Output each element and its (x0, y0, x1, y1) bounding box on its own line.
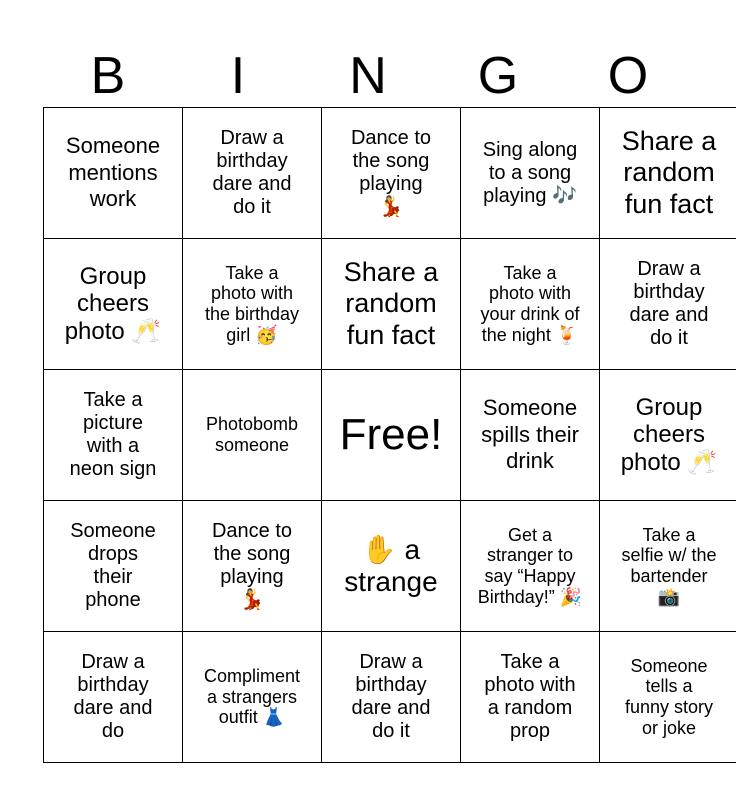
bingo-cell[interactable]: Draw a birthday dare and do (44, 632, 183, 763)
bingo-card (43, 107, 736, 763)
bingo-cell[interactable]: Take a picture with a neon sign (44, 370, 183, 501)
bingo-cell[interactable]: Someone spills their drink (461, 370, 600, 501)
bingo-row (44, 632, 736, 763)
bingo-row (44, 370, 736, 501)
bingo-cell[interactable]: Draw a birthday dare and do it (183, 108, 322, 239)
bingo-cell[interactable]: Share a random fun fact (600, 108, 736, 239)
bingo-row (44, 501, 736, 632)
bingo-row (44, 239, 736, 370)
bingo-cell[interactable]: Sing along to a song playing 🎶 (461, 108, 600, 239)
free-cell[interactable]: Free! (322, 370, 461, 501)
bingo-cell[interactable]: Take a photo with a random prop (461, 632, 600, 763)
bingo-cell[interactable]: Take a photo with your drink of the night 🍹 (461, 239, 600, 370)
bingo-cell[interactable]: Someone drops their phone (44, 501, 183, 632)
bingo-cell[interactable]: Take a photo with the birthday girl 🥳 (183, 239, 322, 370)
bingo-cell[interactable]: Photobomb someone (183, 370, 322, 501)
bingo-cell[interactable]: Dance to the song playing 💃 (183, 501, 322, 632)
bingo-cell[interactable]: Dance to the song playing 💃 (322, 108, 461, 239)
bingo-cell[interactable]: Share a random fun fact (322, 239, 461, 370)
bingo-cell[interactable]: Get a stranger to say “Happy Birthday!” 🎉 (461, 501, 600, 632)
header-letter-i: I (230, 47, 246, 105)
bingo-cell[interactable]: Compliment a strangers outfit 👗 (183, 632, 322, 763)
header-letter-g: G (477, 47, 519, 105)
header-letter-b: B (90, 47, 126, 105)
bingo-row (44, 108, 736, 239)
bingo-cell[interactable]: Someone mentions work (44, 108, 183, 239)
bingo-cell[interactable]: Take a selfie w/ the bartender 📸 (600, 501, 736, 632)
bingo-cell[interactable]: Draw a birthday dare and do it (600, 239, 736, 370)
header-letter-n: N (349, 47, 387, 105)
bingo-header (43, 48, 693, 104)
bingo-cell[interactable]: ✋ a strange (322, 501, 461, 632)
header-letter-o: O (607, 47, 649, 105)
bingo-cell[interactable]: Group cheers photo 🥂 (600, 370, 736, 501)
bingo-cell[interactable]: Someone tells a funny story or joke (600, 632, 736, 763)
bingo-cell[interactable]: Group cheers photo 🥂 (44, 239, 183, 370)
bingo-cell[interactable]: Draw a birthday dare and do it (322, 632, 461, 763)
